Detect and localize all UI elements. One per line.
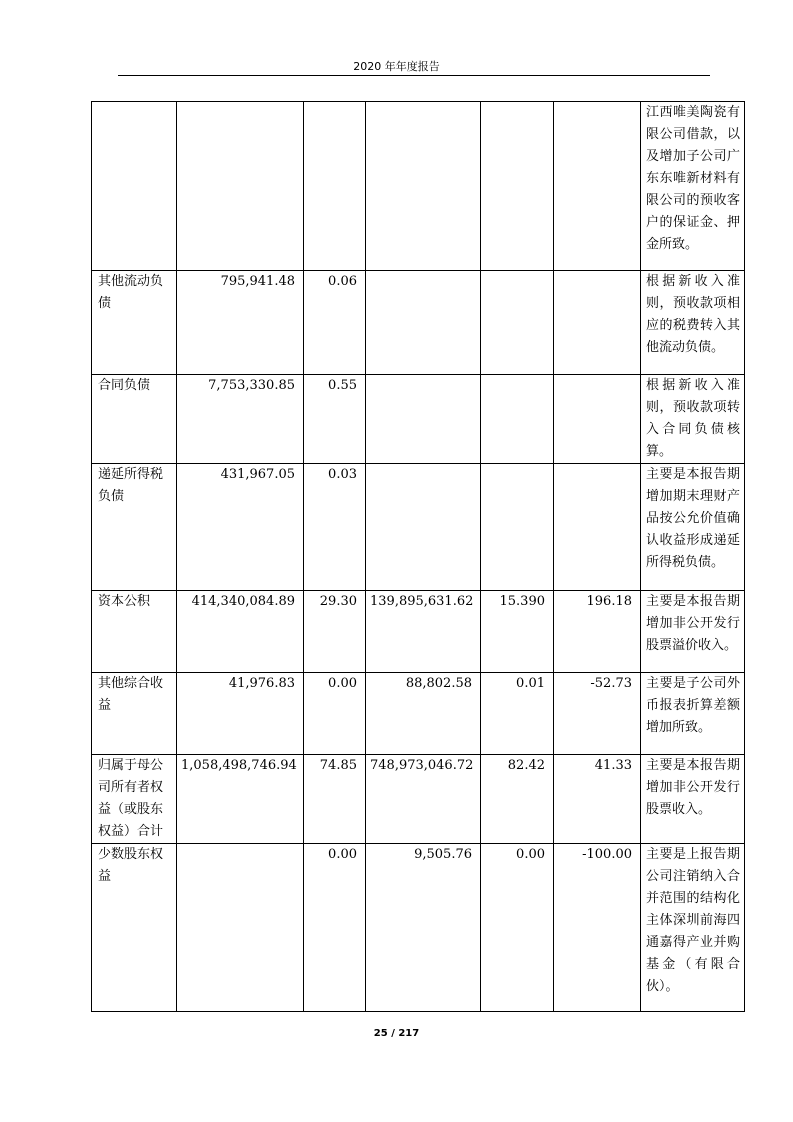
table-body — [92, 102, 745, 1012]
prior-ratio-cell — [481, 375, 554, 464]
explanation-cell: 根据新收入准则，预收款项相应的税费转入其他流动负债。 — [641, 271, 745, 375]
current-ratio-cell: 0.55 — [304, 375, 366, 464]
change-ratio-cell: -100.00 — [554, 844, 641, 1012]
item-name-cell — [92, 102, 177, 271]
prior-ratio-cell — [481, 271, 554, 375]
explanation-cell: 主要是本报告期增加非公开发行股票溢价收入。 — [641, 591, 745, 673]
current-ratio-cell: 0.00 — [304, 844, 366, 1012]
current-ratio-cell — [304, 102, 366, 271]
explanation-cell: 主要是子公司外币报表折算差额增加所致。 — [641, 673, 745, 755]
prior-ratio-cell: 0.00 — [481, 844, 554, 1012]
current-amount-cell — [177, 844, 304, 1012]
prior-amount-cell — [366, 375, 481, 464]
item-name-cell: 合同负债 — [92, 375, 177, 464]
change-ratio-cell: 196.18 — [554, 591, 641, 673]
current-ratio-cell: 74.85 — [304, 755, 366, 844]
prior-ratio-cell — [481, 464, 554, 591]
item-name-cell: 资本公积 — [92, 591, 177, 673]
prior-amount-cell: 139,895,631.62 — [366, 591, 481, 673]
table-row — [92, 673, 745, 755]
table-row — [92, 755, 745, 844]
page-number: 25 / 217 — [373, 1028, 420, 1039]
explanation-cell: 主要是上报告期公司注销纳入合并范围的结构化主体深圳前海四通嘉得产业并购基金（有限合伙）。 — [641, 844, 745, 1012]
prior-ratio-cell: 82.42 — [481, 755, 554, 844]
prior-amount-cell: 9,505.76 — [366, 844, 481, 1012]
prior-amount-cell — [366, 464, 481, 591]
explanation-cell: 主要是本报告期增加非公开发行股票收入。 — [641, 755, 745, 844]
item-name-cell: 少数股东权益 — [92, 844, 177, 1012]
current-amount-cell: 414,340,084.89 — [177, 591, 304, 673]
item-name-cell: 递延所得税负债 — [92, 464, 177, 591]
current-amount-cell — [177, 102, 304, 271]
current-ratio-cell: 0.03 — [304, 464, 366, 591]
current-amount-cell: 431,967.05 — [177, 464, 304, 591]
explanation-cell: 江西唯美陶瓷有限公司借款，以及增加子公司广东东唯新材料有限公司的预收客户的保证金、押金所致。 — [641, 102, 745, 271]
change-ratio-cell — [554, 375, 641, 464]
header-divider — [118, 75, 710, 76]
table-row — [92, 591, 745, 673]
prior-amount-cell — [366, 271, 481, 375]
current-ratio-cell: 0.00 — [304, 673, 366, 755]
prior-ratio-cell — [481, 102, 554, 271]
explanation-cell: 主要是本报告期增加期末理财产品按公允价值确认收益形成递延所得税负债。 — [641, 464, 745, 591]
prior-amount-cell: 88,802.58 — [366, 673, 481, 755]
balance-sheet-table — [91, 101, 745, 1012]
prior-amount-cell: 748,973,046.72 — [366, 755, 481, 844]
change-ratio-cell — [554, 102, 641, 271]
table-row — [92, 102, 745, 271]
current-amount-cell: 7,753,330.85 — [177, 375, 304, 464]
item-name-cell: 其他综合收益 — [92, 673, 177, 755]
item-name-cell: 其他流动负债 — [92, 271, 177, 375]
change-ratio-cell — [554, 464, 641, 591]
table-row — [92, 375, 745, 464]
current-ratio-cell: 0.06 — [304, 271, 366, 375]
current-amount-cell: 41,976.83 — [177, 673, 304, 755]
explanation-cell: 根据新收入准则，预收款项转入合同负债核算。 — [641, 375, 745, 464]
item-name-cell: 归属于母公司所有者权益（或股东权益）合计 — [92, 755, 177, 844]
table-row — [92, 844, 745, 1012]
page-header: 2020 年年度报告 — [353, 60, 440, 73]
prior-amount-cell — [366, 102, 481, 271]
current-ratio-cell: 29.30 — [304, 591, 366, 673]
prior-ratio-cell: 15.390 — [481, 591, 554, 673]
current-amount-cell: 795,941.48 — [177, 271, 304, 375]
change-ratio-cell — [554, 271, 641, 375]
current-amount-cell: 1,058,498,746.94 — [177, 755, 304, 844]
table-row — [92, 271, 745, 375]
prior-ratio-cell: 0.01 — [481, 673, 554, 755]
change-ratio-cell: -52.73 — [554, 673, 641, 755]
table-row — [92, 464, 745, 591]
change-ratio-cell: 41.33 — [554, 755, 641, 844]
